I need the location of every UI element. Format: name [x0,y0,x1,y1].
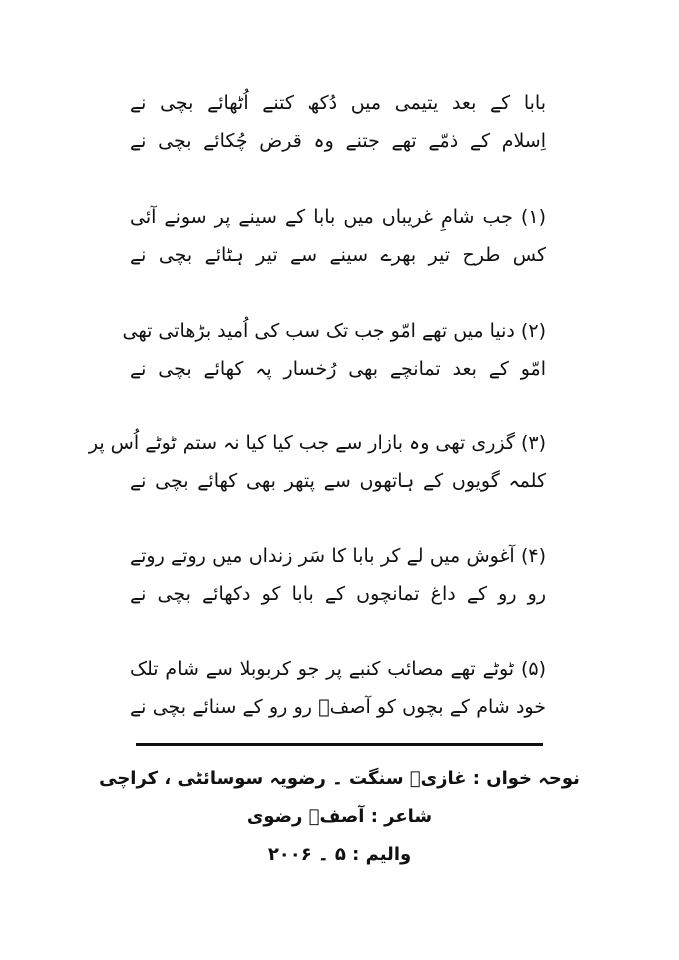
verse-line: (۲) دنیا میں تھے امّو جب تک سب کی اُمید بڑھاتی تھی [122,320,546,342]
stanza-5 [130,650,546,726]
poet-credit: شاعر : آصفؔ رضوی [246,806,433,827]
volume-credit: والیم : ۵ ۔ ۲۰۰۶ [267,844,412,865]
verse-line: امّو کے بعد تمانچے بھی رُخسار پہ کھائے بچی نے [130,358,546,380]
reciter-credit: نوحہ خواں : غازیؑ سنگت ۔ رضویہ سوسائٹی ، کراچی [99,768,580,789]
credits-block [0,760,679,874]
stanza-3 [88,424,546,500]
verse-line: اِسلام کے ذمّے تھے جتنے وہ قرض چُکائے بچی نے [130,130,546,152]
verse-line: (۳) گزری تھی وہ بازار سے جب کیا کیا نہ ستم ٹوٹے اُس پر [88,432,546,454]
stanza-1 [130,198,546,274]
verse-line: (۴) آغوش میں لے کر بابا کا سَر زنداں میں روتے روتے [130,545,546,567]
verse-line: کلمہ گویوں کے ہاتھوں سے پتھر بھی کھائے بچی نے [130,470,546,492]
verse-line: رو رو کے داغ تمانچوں کے بابا کو دکھائے بچی نے [130,583,546,605]
divider-rule [136,743,543,746]
verse-line: کس طرح تیر بھرے سینے سے تیر ہٹائے بچی نے [130,244,546,266]
stanza-4 [130,537,546,613]
verse-line: بابا کے بعد یتیمی میں دُکھ کتنے اُٹھائے بچی نے [130,92,546,114]
verse-line: خود شام کے بچوں کو آصفؔ رو رو کے سنائے بچی نے [130,696,546,718]
stanza-intro [130,84,546,160]
verse-line: (۱) جب شامِ غریباں میں بابا کے سینے پر سونے آئی [130,206,546,228]
verse-line: (۵) ٹوٹے تھے مصائب کنبے پر جو کربوبلا سے شام تلک [130,658,546,680]
stanza-2 [122,312,546,388]
